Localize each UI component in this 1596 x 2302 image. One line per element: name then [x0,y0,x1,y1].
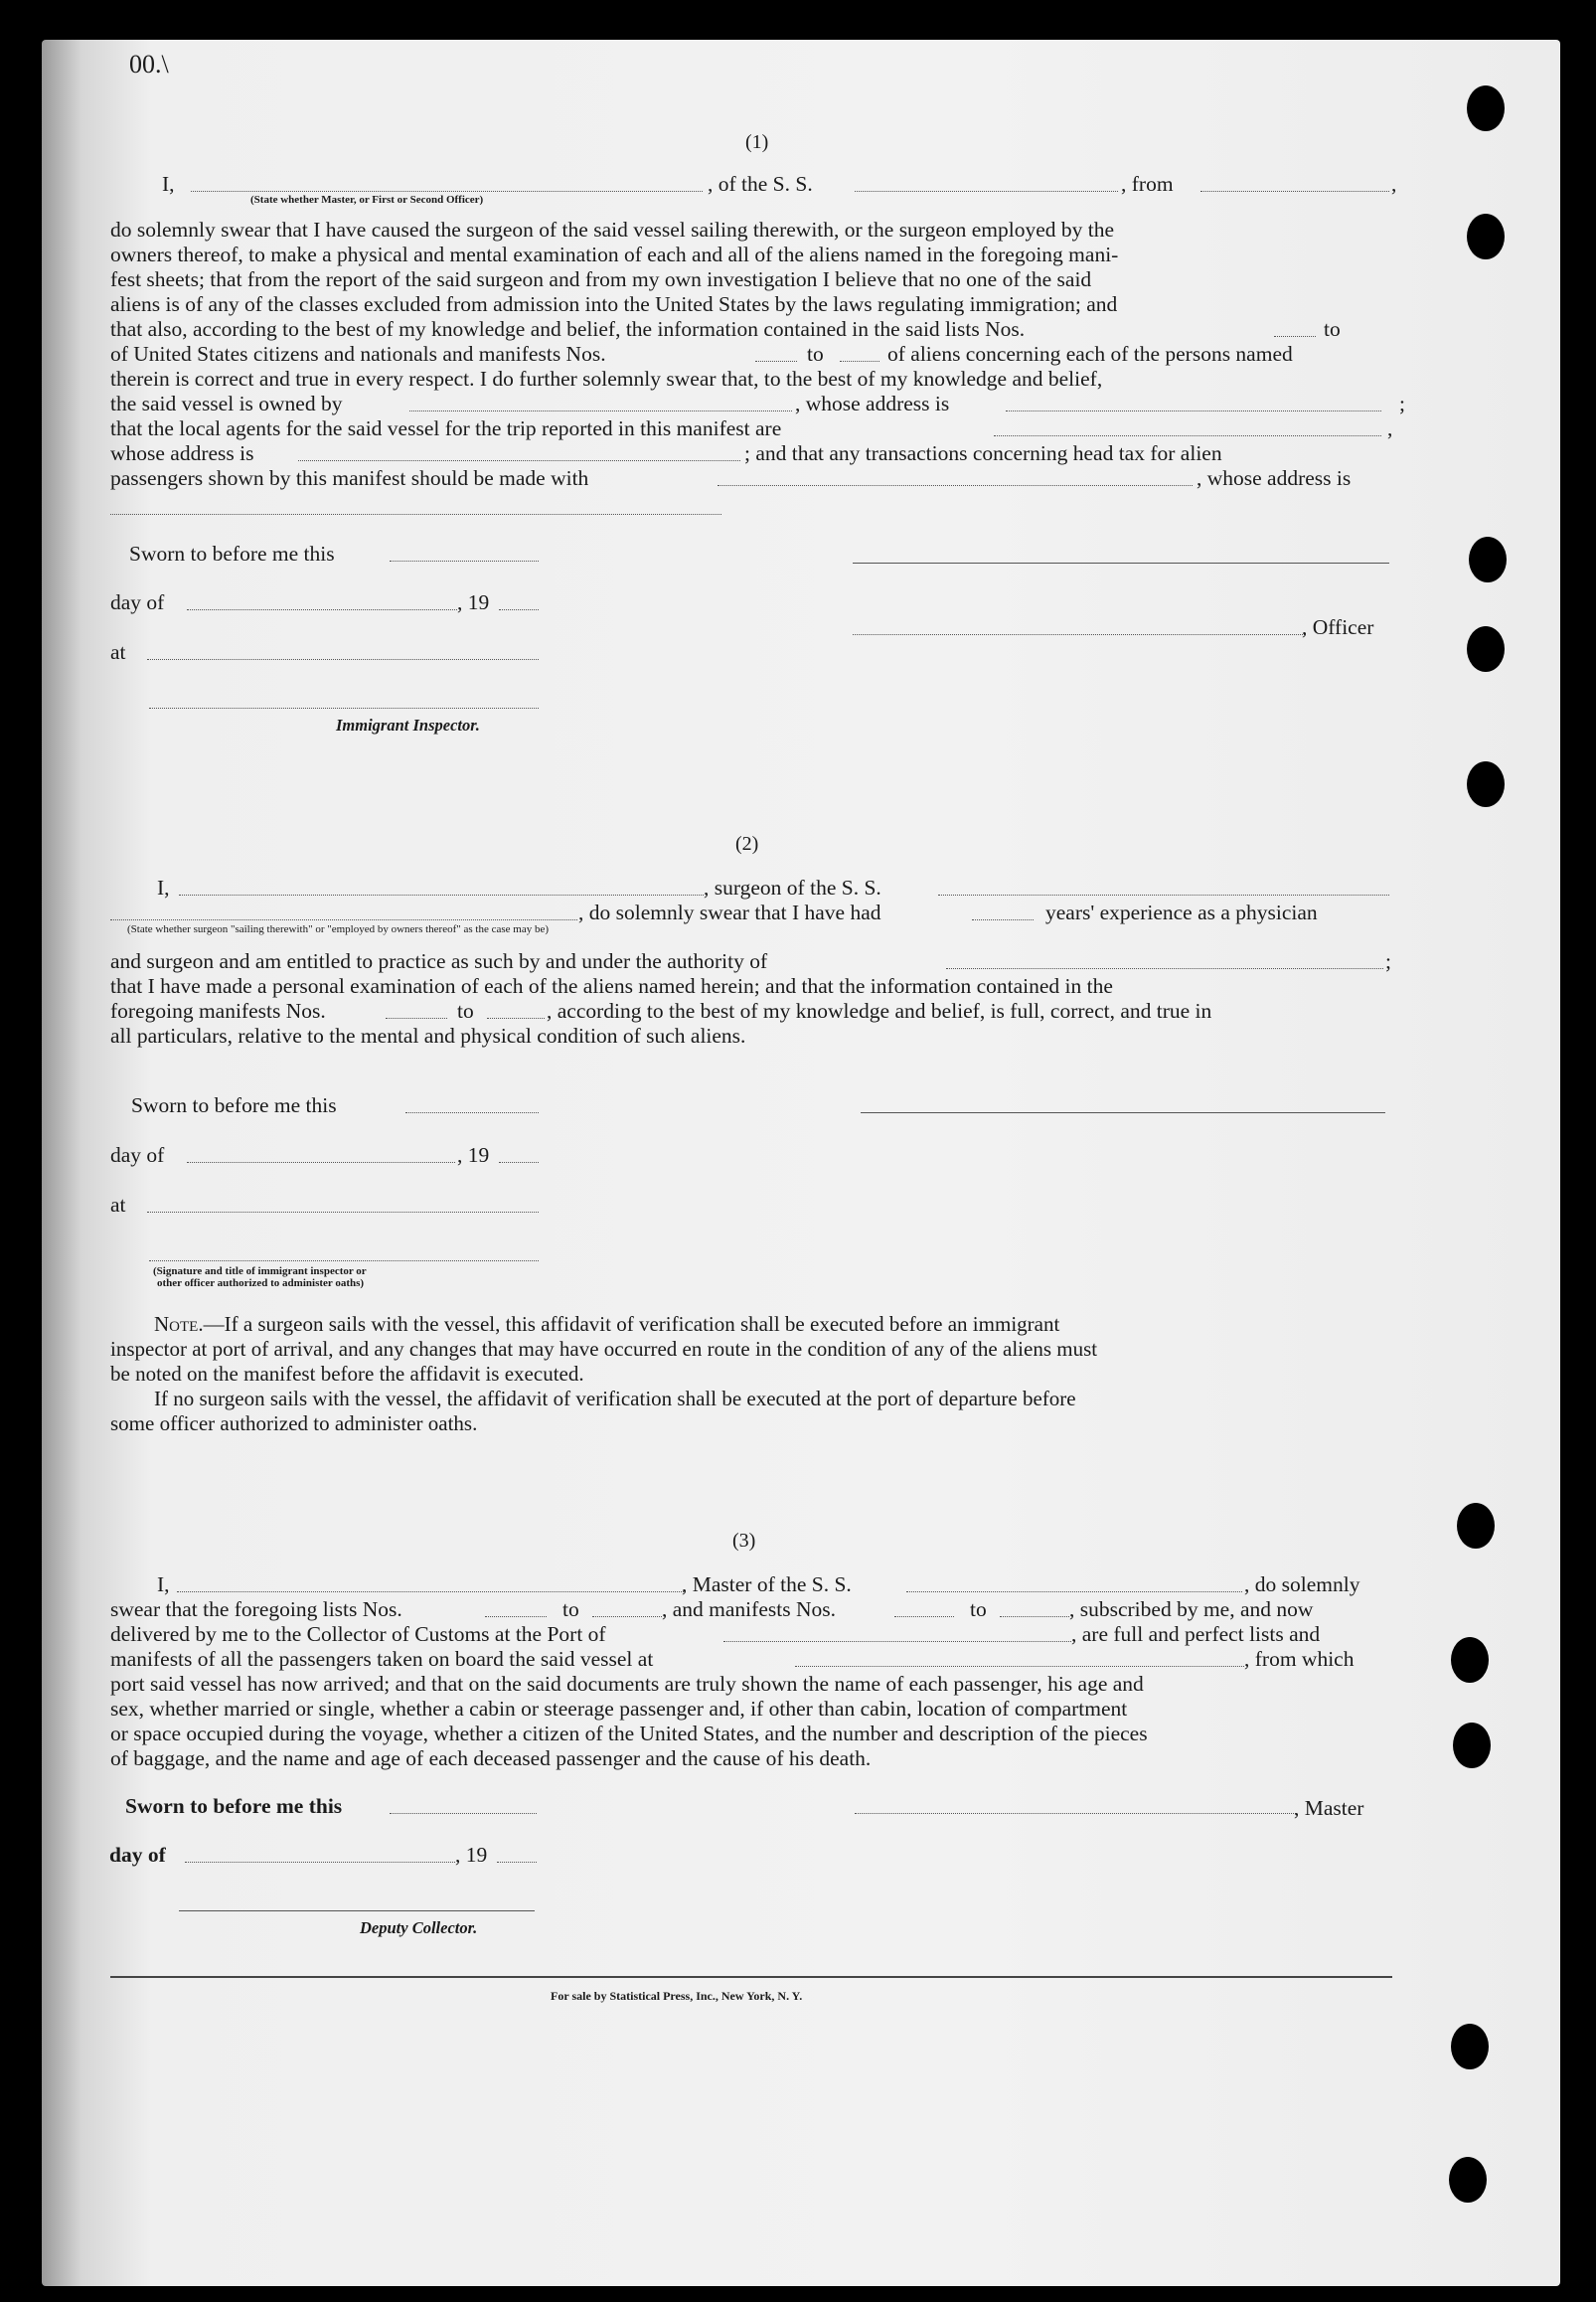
binder-hole [1449,2157,1487,2203]
s1-line9c: ; [1399,392,1405,415]
s1-line4: fest sheets; that from the report of the said surgeon and from my own investigation I believe that no one of the said [110,267,1092,291]
s3-line2-to1: to [562,1597,579,1621]
s2-line5a: foregoing manifests Nos. [110,999,326,1023]
s1-sworn-field[interactable] [390,561,539,562]
s1-agents-field[interactable] [994,435,1381,436]
s1-line9b: , whose address is [795,392,950,415]
s2-years-field[interactable] [972,919,1034,920]
section3-number: (3) [732,1530,756,1552]
s3-line4b: , from which [1244,1647,1355,1671]
s3-line8: of baggage, and the name and age of each deceased passenger and the cause of his death. [110,1746,872,1770]
s1-year-field[interactable] [499,609,539,610]
s2-surgeon-hint: (State whether surgeon "sailing therewith" or "employed by owners thereof" as the case may be) [127,923,550,935]
s3-line3a: delivered by me to the Collector of Customs at the Port of [110,1622,606,1646]
s2-inspector-sign-field[interactable] [149,1260,539,1261]
s1-line9a: the said vessel is owned by [110,392,343,415]
s2-line5-to: to [457,999,474,1023]
s1-officer-label: , Officer [1302,615,1374,639]
s3-collector-label: Deputy Collector. [360,1918,478,1937]
s2-line3b: ; [1385,949,1391,973]
binder-hole [1457,1503,1495,1549]
s2-year: , 19 [457,1143,490,1167]
s1-line10a: that the local agents for the said vessel for the trip reported in this manifest are [110,416,782,440]
s3-vessel-field[interactable] [906,1591,1242,1592]
s2-surgeon-name-field[interactable] [179,895,704,896]
s2-signature-line[interactable] [861,1112,1385,1113]
s3-year: , 19 [455,1843,488,1867]
s1-line7a: of United States citizens and nationals and manifests Nos. [110,342,606,366]
s1-line12b: , whose address is [1197,466,1352,490]
footer-rule [110,1976,1392,1978]
s3-line5: port said vessel has now arrived; and that on the said documents are truly shown the name of each passenger, his age and [110,1672,1144,1696]
s3-manifests-to-field[interactable] [1000,1616,1069,1617]
s2-note-text1: —If a surgeon sails with the vessel, this affidavit of verification shall be executed before an immigrant [203,1312,1060,1336]
s3-boarded-at-field[interactable] [795,1666,1244,1667]
section2-number: (2) [735,833,759,855]
s2-line6: all particulars, relative to the mental and physical condition of such aliens. [110,1024,746,1048]
s1-at-field[interactable] [147,659,539,660]
s1-line7c: of aliens concerning each of the persons named [887,342,1293,366]
s3-line2e: , subscribed by me, and now [1069,1597,1314,1621]
s1-from: , from [1121,172,1174,196]
s2-vessel-field[interactable] [938,895,1389,896]
s1-sworn: Sworn to before me this [129,542,335,566]
binder-hole [1451,2024,1489,2069]
s2-line3a: and surgeon and am entitled to practice as such by and under the authority of [110,949,768,973]
s2-note-line5: some officer authorized to administer oaths. [110,1411,478,1435]
s1-inspector-label: Immigrant Inspector. [336,716,480,735]
s1-manifests-from-field[interactable] [755,361,797,362]
s2-day-field[interactable] [187,1162,455,1163]
s3-line2-to2: to [970,1597,987,1621]
s1-officer-hint: (State whether Master, or First or Second Officer) [250,194,484,206]
s2-at: at [110,1193,126,1217]
s2-line4: that I have made a personal examination of each of the aliens named herein; and that the information contained in the [110,974,1113,998]
s2-i: I, [157,876,170,900]
s1-day-field[interactable] [187,609,457,610]
s1-line7-to: to [807,342,824,366]
s3-sworn-field[interactable] [390,1813,537,1814]
s1-signature-line[interactable] [853,563,1389,564]
corner-mark: 00.\ [129,50,169,79]
s1-year: , 19 [457,590,490,614]
s3-solemnly: , do solemnly [1244,1572,1360,1596]
s2-sworn: Sworn to before me this [131,1093,337,1117]
s1-line2: do solemnly swear that I have caused the surgeon of the said vessel sailing therewith, or the surgeon employed by the [110,218,1115,242]
s1-headtax-address-field[interactable] [110,514,721,515]
s2-authority-field[interactable] [946,968,1383,969]
s1-headtax-field[interactable] [718,485,1193,486]
s3-master-sign-field[interactable] [855,1813,1296,1814]
s2-note-line3: be noted on the manifest before the affidavit is executed. [110,1362,584,1386]
s2-line2a: , do solemnly swear that I have had [578,901,881,924]
s3-year-field[interactable] [497,1862,537,1863]
s1-line5: aliens is of any of the classes excluded from admission into the United States by the laws regulating immigration; and [110,292,1118,316]
s2-note-line4: If no surgeon sails with the vessel, the affidavit of verification shall be executed at the port of departure before [154,1387,1076,1410]
s1-line6-to: to [1324,317,1341,341]
s2-sig-hint1: (Signature and title of immigrant inspector or [153,1265,367,1277]
binder-hole [1467,214,1505,259]
s3-master-label: , Master [1294,1796,1364,1820]
s2-at-field[interactable] [147,1212,539,1213]
s1-from-field[interactable] [1200,191,1389,192]
s3-collector-sign-line[interactable] [179,1910,535,1911]
s1-of-ss: , of the S. S. [708,172,813,196]
s1-line10b: , [1387,416,1393,440]
s3-line3b: , are full and perfect lists and [1071,1622,1321,1646]
s3-day-field[interactable] [185,1862,455,1863]
s2-line2b: years' experience as a physician [1045,901,1318,924]
s1-agents-address-field[interactable] [298,460,740,461]
s1-inspector-sign-field[interactable] [149,708,539,709]
s1-comma: , [1391,172,1397,196]
s3-line7: or space occupied during the voyage, whether a citizen of the United States, and the number and description of the pieces [110,1722,1148,1745]
s2-sig-hint2: other officer authorized to administer oaths) [157,1277,365,1289]
binder-hole [1469,537,1507,582]
s3-master-name-field[interactable] [177,1591,684,1592]
s3-line6: sex, whether married or single, whether a cabin or steerage passenger and, if other than cabin, location of compartment [110,1697,1128,1721]
s2-sworn-field[interactable] [405,1112,539,1113]
s3-manifests-from-field[interactable] [894,1616,954,1617]
binder-hole [1467,761,1505,807]
s1-i: I, [162,172,175,196]
s2-manifest-to-field[interactable] [487,1018,545,1019]
footer-imprint: For sale by Statistical Press, Inc., New York, N. Y. [551,1989,803,2003]
s2-note-label: Note. [154,1312,204,1336]
s3-i: I, [157,1572,170,1596]
s1-officer-sign-field[interactable] [853,634,1305,635]
s1-line8: therein is correct and true in every respect. I do further solemnly swear that, to the best of my knowledge and belief, [110,367,1103,391]
s2-note-line1 [154,1312,1059,1337]
s2-year-field[interactable] [499,1162,539,1163]
s1-line6: that also, according to the best of my knowledge and belief, the information contained in the said lists Nos. [110,317,1026,341]
s1-lists-from-field[interactable] [1274,336,1316,337]
s1-line3: owners thereof, to make a physical and mental examination of each and all of the aliens named in the foregoing mani- [110,243,1119,266]
s2-surgeon-of: , surgeon of the S. S. [704,876,881,900]
s1-at: at [110,640,126,664]
s3-lists-to-field[interactable] [592,1616,662,1617]
s3-lists-from-field[interactable] [485,1616,547,1617]
s3-sworn: Sworn to before me this [125,1794,343,1818]
s1-line11a: whose address is [110,441,254,465]
binder-hole [1453,1723,1491,1768]
binder-hole [1467,85,1505,131]
s1-dayof: day of [110,590,165,614]
s2-surgeon-type-field[interactable] [110,919,577,920]
s3-port-field[interactable] [723,1641,1071,1642]
binder-hole [1451,1637,1489,1683]
binder-hole [1467,626,1505,672]
s3-master-of: , Master of the S. S. [682,1572,852,1596]
s3-line4a: manifests of all the passengers taken on board the said vessel at [110,1647,654,1671]
section1-number: (1) [745,131,769,153]
s1-vessel-field[interactable] [855,191,1118,192]
s2-manifest-from-field[interactable] [386,1018,447,1019]
s1-officer-field[interactable] [191,191,703,192]
s1-line11b: ; and that any transactions concerning head tax for alien [744,441,1222,465]
s3-line2c: , and manifests Nos. [662,1597,836,1621]
s3-line2a: swear that the foregoing lists Nos. [110,1597,402,1621]
s2-line5c: , according to the best of my knowledge and belief, is full, correct, and true in [547,999,1212,1023]
s2-note-line2: inspector at port of arrival, and any changes that may have occurred en route in the condition of any of the aliens must [110,1337,1098,1361]
s2-dayof: day of [110,1143,165,1167]
s3-dayof: day of [109,1843,166,1867]
s1-manifests-to-field[interactable] [840,361,879,362]
s1-line12a: passengers shown by this manifest should be made with [110,466,589,490]
